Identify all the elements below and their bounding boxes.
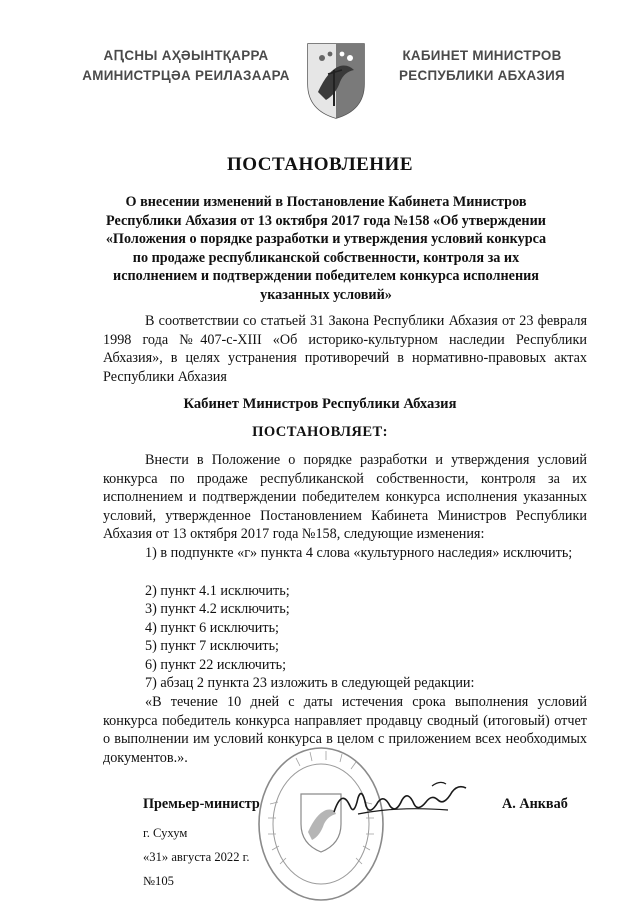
document-number: №105 (143, 874, 174, 888)
main-paragraph: Внести в Положение о порядке разработки и утверждения условий конкурса по продаже республиканской собственности, контроля за их исполнением и подтверждении победителем конкурса исполнения указанных условий, утвержденное Постановлением Кабинета Министров Республики Абхазия от 13 октября 2017 года №158, следующие изменения: (103, 452, 587, 542)
subject-line: указанных условий» (260, 286, 392, 303)
header-left-line1: АԤСНЫ АҲӘЫНТҚАРРА (103, 48, 269, 63)
handwritten-signature-icon (328, 776, 478, 826)
header-abkhaz (76, 46, 296, 86)
subject-line: Республики Абхазия от 13 октября 2017 года №158 «Об утверждении (106, 212, 546, 229)
header-left-line2: АМИНИСТРЦӘА РЕИЛАЗААРА (82, 68, 290, 83)
amendment-item: 5) пункт 7 исключить; (145, 638, 279, 655)
document-subject (96, 193, 556, 304)
coat-of-arms-icon (304, 40, 368, 120)
amendment-item-1: 1) в подпункте «г» пункта 4 слова «культурного наследия» исключить; (145, 545, 573, 561)
document-title: ПОСТАНОВЛЕНИЕ (226, 154, 414, 175)
decrees-heading: ПОСТАНОВЛЯЕТ: (252, 424, 388, 440)
header-right-line1: КАБИНЕТ МИНИСТРОВ (402, 48, 562, 63)
amendment-item: 4) пункт 6 исключить; (145, 619, 279, 636)
subject-line: «Положения о порядке разработки и утверждения условий конкурса (105, 231, 547, 247)
amendment-item: 6) пункт 22 исключить; (145, 656, 287, 673)
amendment-item: 2) пункт 4.1 исключить; (145, 583, 290, 599)
header-russian (382, 46, 582, 86)
subject-line: исполнением и подтверждении победителем конкурса исполнения (113, 268, 539, 284)
header-right-line2: РЕСПУБЛИКИ АБХАЗИЯ (399, 68, 565, 83)
issue-date: «31» августа 2022 г. (143, 850, 250, 864)
signatory-name: А. Анкваб (502, 796, 568, 812)
quote-paragraph: «В течение 10 дней с даты истечения срока выполнения условий конкурса победитель конкурса направляет продавцу сводный (итоговый) отчет о выполнении им условий конкурса в целом с приложением всех необходимых документов.». (103, 694, 587, 766)
cabinet-line: Кабинет Министров Республики Абхазия (183, 396, 457, 412)
amendment-item: 3) пункт 4.2 исключить; (145, 601, 290, 618)
amendment-item: 7) абзац 2 пункта 23 изложить в следующей редакции: (145, 674, 475, 691)
subject-line: по продаже республиканской собственности, контроля за их (132, 249, 520, 266)
amendment-list (103, 582, 587, 692)
subject-line: О внесении изменений в Постановление Кабинета Министров (125, 194, 527, 210)
preamble-paragraph: В соответствии со статьей 31 Закона Республики Абхазия от 23 февраля 1998 года №407-с-XIII «Об историко-культурном наследии Республики Абхазия», в целях устранения противоречий в нормативно-правовых актах Республики Абхазия (103, 313, 587, 385)
signatory-role: Премьер-министр (143, 796, 260, 812)
issue-city: г. Сухум (143, 826, 188, 840)
